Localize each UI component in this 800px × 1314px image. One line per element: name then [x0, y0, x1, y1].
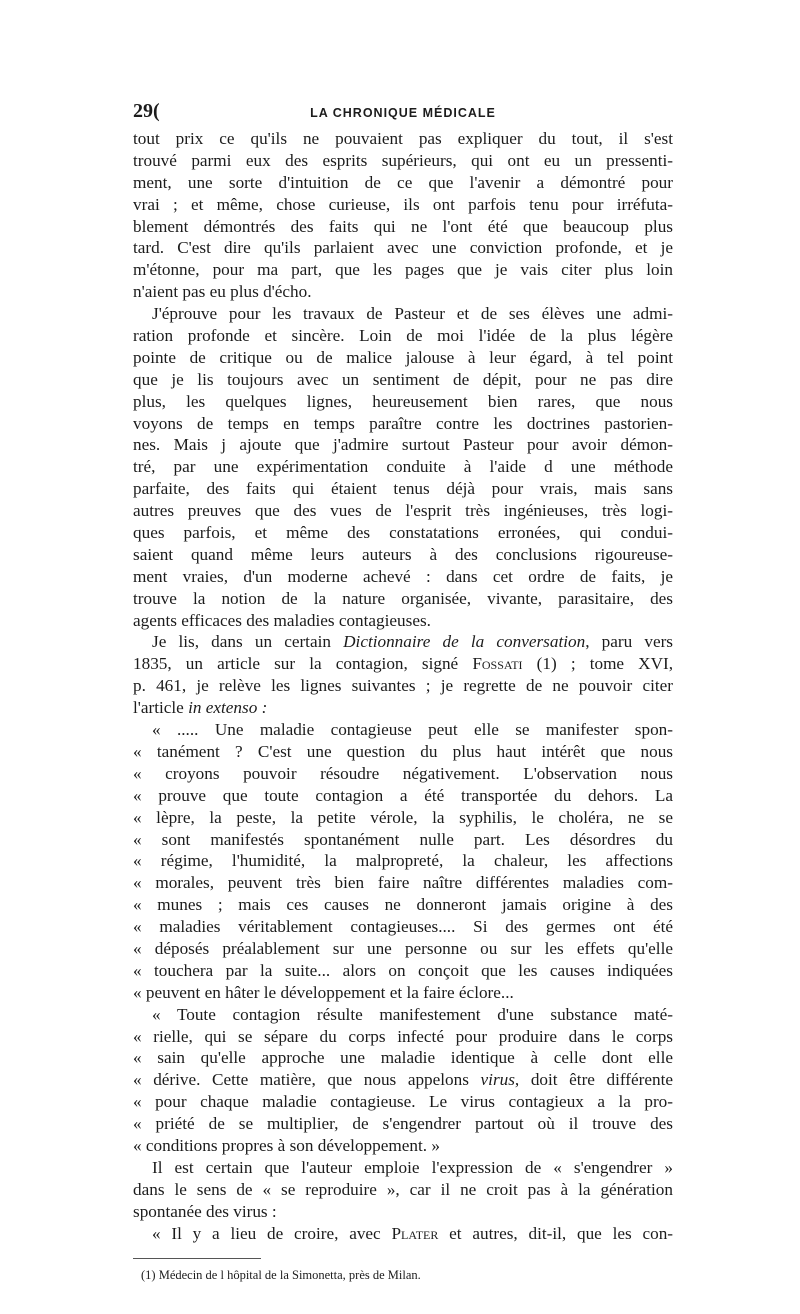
text-line: « Toute contagion résulte manifestement d'une substance maté- [152, 1004, 673, 1024]
text-line: ment vraies, d'un moderne achevé : dans cet ordre de faits, je [133, 566, 673, 586]
text-line: « conditions propres à son développement. » [133, 1135, 440, 1155]
text-line: « morales, peuvent très bien faire naître différentes maladies com- [133, 873, 673, 893]
text-line: m'étonne, pour ma part, que les pages que je vais citer plus loin [133, 260, 673, 280]
text-line: p. 461, je relève les lignes suivantes ; je regrette de ne pouvoir citer [133, 676, 673, 696]
text-line: tard. C'est dire qu'ils parlaient avec une conviction profonde, et je [133, 238, 673, 258]
text-line: « maladies véritablement contagieuses.... Si des germes ont été [133, 917, 673, 937]
text-line: Il est certain que l'auteur emploie l'expression de « s'engendrer » [152, 1157, 673, 1177]
text-line: « tanément ? C'est une question du plus haut intérêt que nous [133, 741, 673, 761]
text-line: trouve la notion de la nature organisée, vivante, parasitaire, des [133, 588, 673, 608]
footnote-divider [133, 1258, 261, 1259]
text-line: « sont manifestés spontanément nulle part. Les désordres du [133, 829, 673, 849]
text-line: tré, par une expérimentation conduite à l'aide d une méthode [133, 457, 673, 477]
text-line: n'aient pas eu plus d'écho. [133, 282, 312, 302]
text-line: « prouve que toute contagion a été transportée du dehors. La [133, 785, 673, 805]
text-line: ment, une sorte d'intuition de ce que l'avenir a démontré pour [133, 172, 673, 192]
text-line: pointe de critique ou de malice jalouse à leur égard, à tel point [133, 347, 673, 367]
quotation-2 [133, 1004, 673, 1157]
closing-paragraph [133, 1157, 673, 1223]
page-number: 29( [133, 100, 160, 122]
text-line: « croyons pouvoir résoudre négativement. L'observation nous [133, 763, 673, 783]
work-title: Dictionnaire de la conversation [343, 632, 586, 652]
text-line: ration profonde et sincère. Loin de moi l'idée de la plus légère [133, 326, 673, 346]
footnote: (1) Médecin de l hôpital de la Simonetta, près de Milan. [141, 1268, 421, 1283]
text-line: « peuvent en hâter le développement et la faire éclore... [133, 982, 514, 1002]
text-line: agents efficaces des maladies contagieuses. [133, 610, 431, 630]
text-line: que je lis toujours avec un sentiment de dépit, pour ne pas dire [133, 369, 673, 389]
text-line: trouvé parmi eux des esprits supérieurs, qui ont eu un pressenti- [133, 150, 673, 170]
text-line: tout prix ce qu'ils ne pouvaient pas expliquer du tout, il s'est [133, 129, 673, 148]
text-line: l'article in extenso : [133, 698, 268, 718]
text-line: voyons de temps en temps paraître contre les doctrines pastorien- [133, 413, 673, 433]
running-head: LA CHRONIQUE MÉDICALE [310, 106, 496, 120]
text-line: « lèpre, la peste, la petite vérole, la syphilis, le choléra, ne se [133, 807, 673, 827]
text-line: spontanée des virus : [133, 1201, 277, 1221]
text-line: nes. Mais j ajoute que j'admire surtout Pasteur pour avoir démon- [133, 435, 673, 455]
text-line: « ..... Une maladie contagieuse peut elle se manifester spon- [152, 720, 673, 740]
text-line: parfaite, des faits qui étaient tenus déjà pour vrais, mais sans [133, 479, 673, 499]
text-line: J'éprouve pour les travaux de Pasteur et de ses élèves une admi- [152, 304, 673, 324]
quotation-2-start [133, 1004, 673, 1070]
quotation-1 [133, 719, 673, 1004]
text-line: « pour chaque maladie contagieuse. Le virus contagieux a la pro- [133, 1092, 673, 1112]
text-line: dans le sens de « se reproduire », car il ne croit pas à la génération [133, 1179, 673, 1199]
text-line: « régime, l'humidité, la malpropreté, la chaleur, les affections [133, 851, 673, 871]
text-line: « rielle, qui se sépare du corps infecté pour produire dans le corps [133, 1026, 673, 1046]
text-line: plus, les quelques lignes, heureusement bien rares, que nous [133, 391, 673, 411]
final-line: « Il y a lieu de croire, avec Plater et autres, dit-il, que les con- [152, 1223, 673, 1243]
text-line: « déposés préalablement sur une personne ou sur les effets qu'elle [133, 938, 673, 958]
text-line: « priété de se multiplier, de s'engendrer partout où il trouve des [133, 1114, 673, 1134]
paragraph-2 [133, 303, 673, 631]
paragraph-1 [133, 128, 673, 303]
text-line: « munes ; mais ces causes ne donneront jamais origine à des [133, 895, 673, 915]
text-line: saient quand même leurs auteurs à des conclusions rigoureuse- [133, 544, 673, 564]
text-line: blement démontrés des faits qui ne l'ont été que beaucoup plus [133, 216, 673, 236]
text-line: 1835, un article sur la contagion, signé Fossati (1) ; tome XVI, [133, 654, 673, 674]
text-line: Je lis, dans un certain Dictionnaire de la conversation, paru vers [152, 632, 673, 652]
text-line: ques parfois, et même des constatations erronées, qui condui- [133, 523, 673, 543]
text-line: autres preuves que des vues de l'esprit très ingénieuses, très logi- [133, 501, 673, 521]
author-name: Fossati [472, 654, 523, 674]
text-line: « sain qu'elle approche une maladie identique à celle dont elle [133, 1048, 673, 1068]
plater-name: Plater [391, 1223, 439, 1243]
page [133, 100, 673, 1283]
quotation-2-end [133, 1091, 673, 1157]
text-line: vrai ; et même, chose curieuse, ils ont parfois tenu pour irréfuta- [133, 194, 673, 214]
page-header [133, 100, 673, 128]
body-text [133, 128, 673, 1244]
text-line: « dérive. Cette matière, que nous appelons virus, doit être différente [133, 1070, 673, 1090]
virus-term: virus [480, 1070, 515, 1090]
text-line: « touchera par la suite... alors on conçoit que les causes indiquées [133, 960, 673, 980]
citation-paragraph [133, 631, 673, 719]
